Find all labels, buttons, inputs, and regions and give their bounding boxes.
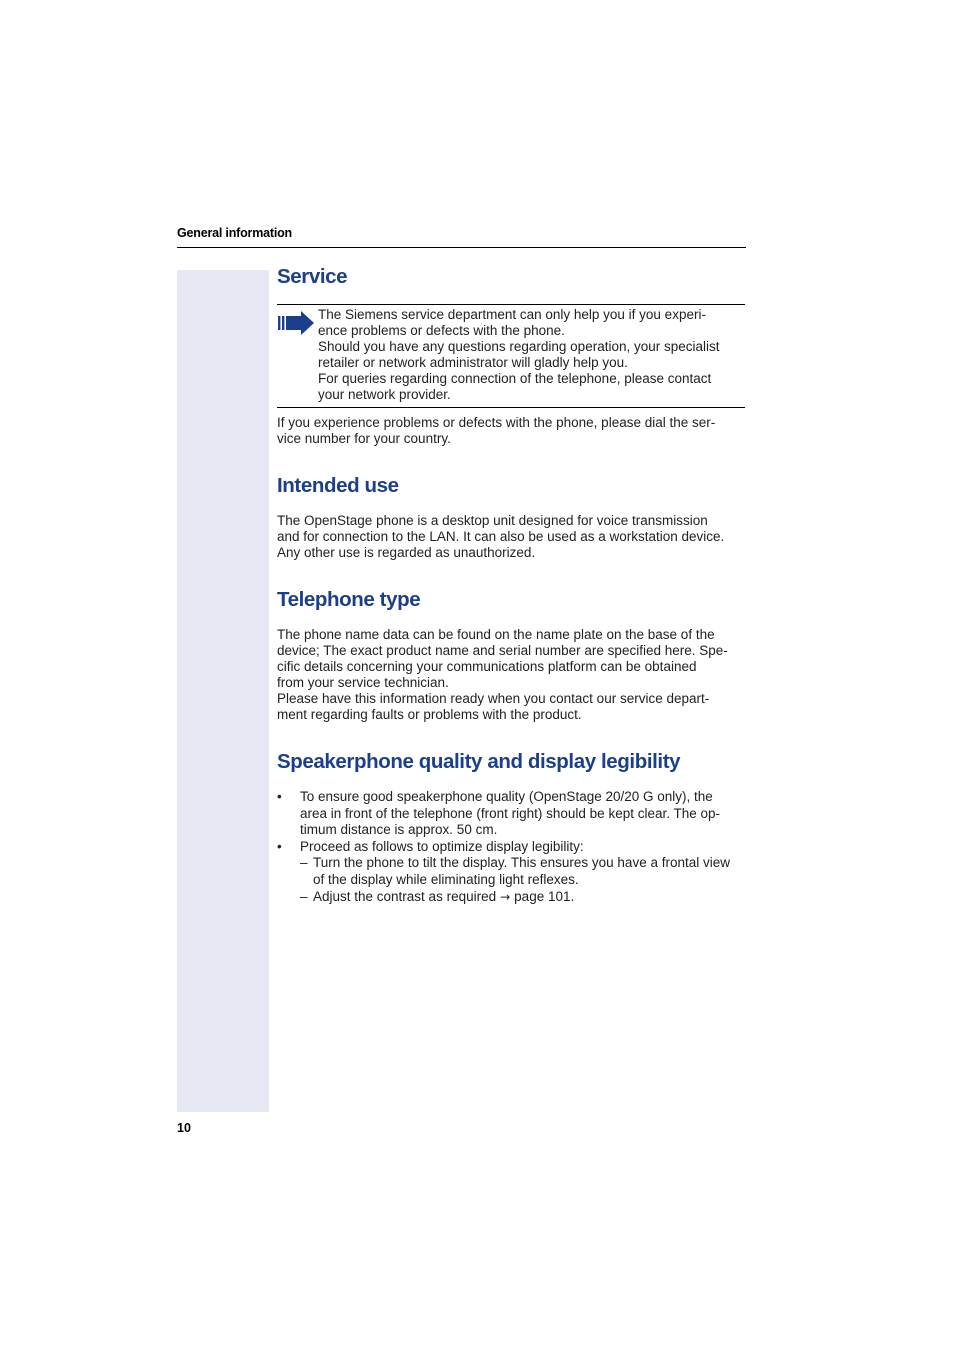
- intended-use-heading: Intended use: [277, 474, 399, 497]
- note-line: retailer or network administrator will gladly help you.: [318, 355, 628, 370]
- list-item: [277, 789, 747, 839]
- side-margin-bar: [177, 270, 269, 1112]
- note-line: ence problems or defects with the phone.: [318, 323, 565, 338]
- intended-use-paragraph: [277, 513, 747, 561]
- text-line: Adjust the contrast as required: [313, 889, 497, 904]
- text-line: of the display while eliminating light reflexes.: [313, 871, 579, 887]
- note-line: The Siemens service department can only help you if you experi-: [318, 307, 706, 322]
- bullet-mark: •: [277, 838, 282, 854]
- page-content: [277, 262, 747, 907]
- text-line: cific details concerning your communications platform can be obtained: [277, 659, 697, 674]
- arrow-right-icon: →: [500, 890, 511, 904]
- text-line: If you experience problems or defects with the phone, please dial the ser-: [277, 415, 716, 430]
- dash-mark: –: [300, 855, 308, 870]
- header-rule: [177, 247, 746, 248]
- note-line: For queries regarding connection of the telephone, please contact: [318, 371, 712, 386]
- text-line: area in front of the telephone (front right) should be kept clear. The op-: [300, 805, 721, 821]
- note-line: Should you have any questions regarding operation, your specialist: [318, 339, 720, 354]
- text-line: and for connection to the LAN. It can also be used as a workstation device.: [277, 529, 725, 544]
- text-line: timum distance is approx. 50 cm.: [300, 822, 498, 837]
- running-header: General information: [177, 226, 292, 240]
- bullet-mark: •: [277, 789, 282, 804]
- sub-list: [300, 855, 747, 906]
- text-line: Please have this information ready when you contact our service depart-: [277, 691, 710, 706]
- telephone-type-paragraph: [277, 627, 747, 723]
- text-line: device; The exact product name and serial number are specified here. Spe-: [277, 643, 728, 658]
- note-line: your network provider.: [318, 387, 451, 402]
- text-line: Turn the phone to tilt the display. This ensures you have a frontal view: [313, 855, 730, 870]
- list-item: [277, 839, 747, 906]
- pointing-hand-arrow-icon: [277, 311, 315, 335]
- dash-mark: –: [300, 889, 308, 904]
- text-line: from your service technician.: [277, 675, 449, 690]
- page-number: 10: [177, 1121, 191, 1135]
- text-line: vice number for your country.: [277, 431, 451, 446]
- text-line: Any other use is regarded as unauthorized.: [277, 545, 536, 560]
- speakerphone-list: [277, 789, 747, 906]
- sub-list-item: [300, 855, 747, 888]
- telephone-type-heading: Telephone type: [277, 588, 421, 611]
- text-line: To ensure good speakerphone quality (OpenStage 20/20 G only), the: [300, 789, 713, 804]
- note-box: [277, 304, 745, 408]
- sub-list-item: [300, 889, 747, 906]
- text-line: The phone name data can be found on the name plate on the base of the: [277, 627, 715, 642]
- note-text: [318, 307, 745, 403]
- service-heading: Service: [277, 265, 348, 288]
- text-line: The OpenStage phone is a desktop unit designed for voice transmission: [277, 513, 708, 528]
- text-line: Proceed as follows to optimize display legibility:: [300, 838, 584, 854]
- page-reference-link[interactable]: page 101.: [514, 889, 575, 904]
- speakerphone-heading: Speakerphone quality and display legibility: [277, 750, 681, 773]
- service-paragraph: [277, 415, 747, 447]
- text-line: ment regarding faults or problems with the product.: [277, 707, 582, 722]
